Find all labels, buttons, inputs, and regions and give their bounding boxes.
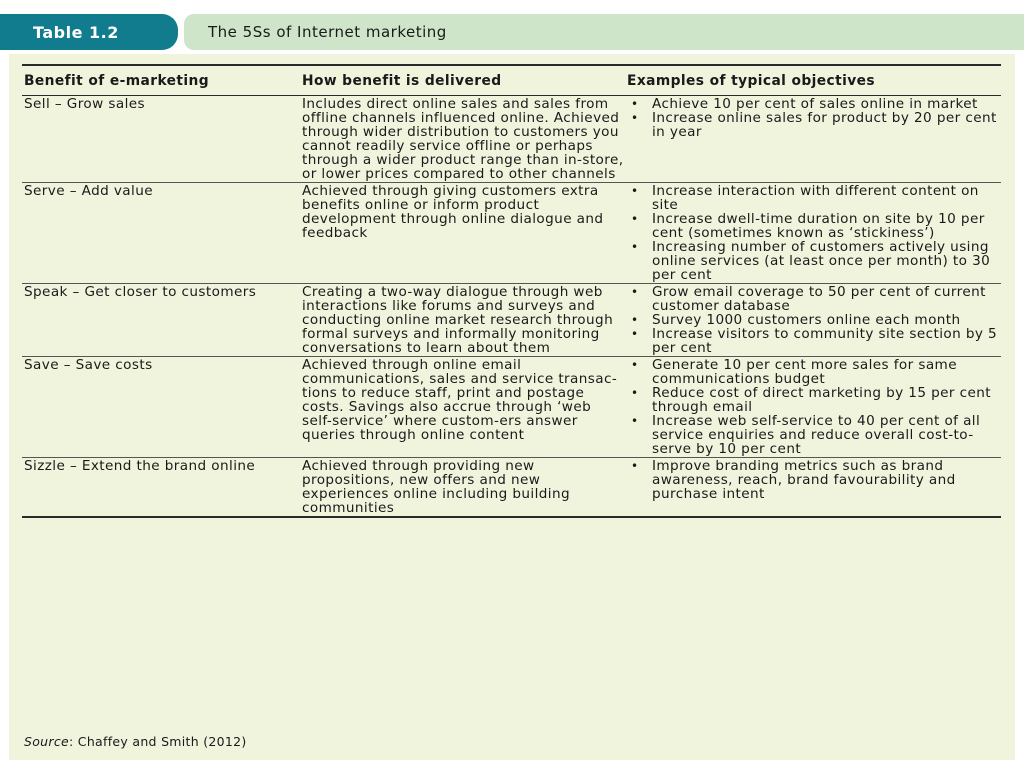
table-number-tab: Table 1.2	[0, 14, 178, 50]
objective-item: • Generate 10 per cent more sales for same communications budget	[627, 358, 1001, 386]
delivery-cell: Achieved through providing new propositions, new offers and new experiences online including building communities	[302, 458, 571, 516]
objective-item: • Improve branding metrics such as brand awareness, reach, brand favourability and purchase intent	[627, 459, 1001, 501]
delivery-cell: Achieved through online email communications, sales and service transac-tions to reduce staff, print and postage costs. Savings also accrue through ‘web self-service’ where custom-ers answer queries through online content	[302, 357, 618, 443]
five-ss-table	[22, 64, 1001, 518]
objective-item: • Increase visitors to community site section by 5 per cent	[627, 327, 1001, 355]
objectives-cell	[625, 284, 1001, 357]
delivery-cell: Includes direct online sales and sales from offline channels influenced online. Achieved through wider distribution to customers you cannot readily service offline or perhaps through a wider product range than in-store, or lower prices compared to other channels	[302, 96, 624, 182]
objective-item: • Increase interaction with different content on site	[627, 184, 1001, 212]
delivery-cell: Achieved through giving customers extra benefits online or inform product development through online dialogue and feedback	[302, 183, 604, 241]
objective-item: • Reduce cost of direct marketing by 15 per cent through email	[627, 386, 1001, 414]
table-panel	[9, 54, 1015, 760]
objectives-cell	[625, 183, 1001, 284]
objective-item: • Achieve 10 per cent of sales online in market	[627, 97, 1001, 111]
benefit-cell: Serve – Add value	[24, 183, 153, 199]
table-title: The 5Ss of Internet marketing	[184, 14, 1024, 50]
source-label: Source	[24, 734, 70, 749]
column-header-delivery: How benefit is delivered	[302, 73, 502, 89]
benefit-cell: Sizzle – Extend the brand online	[24, 458, 256, 474]
objective-item: • Increase web self-service to 40 per cent of all service enquiries and reduce overall cost-to-serve by 10 per cent	[627, 414, 1001, 456]
objectives-cell	[625, 357, 1001, 458]
delivery-cell: Creating a two-way dialogue through web interactions like forums and surveys and conducting online market research through formal surveys and informally monitoring conversations to learn about them	[302, 284, 614, 356]
table-header	[0, 14, 1024, 52]
table-header-row	[22, 65, 1001, 96]
objectives-cell	[625, 458, 1001, 518]
benefit-cell: Save – Save costs	[24, 357, 153, 373]
table-row	[22, 96, 1001, 183]
benefit-cell: Sell – Grow sales	[24, 96, 145, 112]
column-header-benefit: Benefit of e-marketing	[24, 73, 210, 89]
benefit-cell: Speak – Get closer to customers	[24, 284, 257, 300]
source-text: : Chaffey and Smith (2012)	[69, 734, 247, 749]
column-header-objectives: Examples of typical objectives	[627, 73, 875, 89]
objective-item: • Increase dwell-time duration on site by 10 per cent (sometimes known as ‘stickiness’)	[627, 212, 1001, 240]
objective-item: • Increasing number of customers actively using online services (at least once per month) to 30 per cent	[627, 240, 1001, 282]
objective-item: • Grow email coverage to 50 per cent of current customer database	[627, 285, 1001, 313]
objective-item: • Survey 1000 customers online each month	[627, 313, 1001, 327]
objectives-cell	[625, 96, 1001, 183]
table-row	[22, 458, 1001, 518]
objective-item: • Increase online sales for product by 20 per cent in year	[627, 111, 1001, 139]
table-row	[22, 284, 1001, 357]
source-note	[24, 734, 247, 749]
table-row	[22, 357, 1001, 458]
table-row	[22, 183, 1001, 284]
